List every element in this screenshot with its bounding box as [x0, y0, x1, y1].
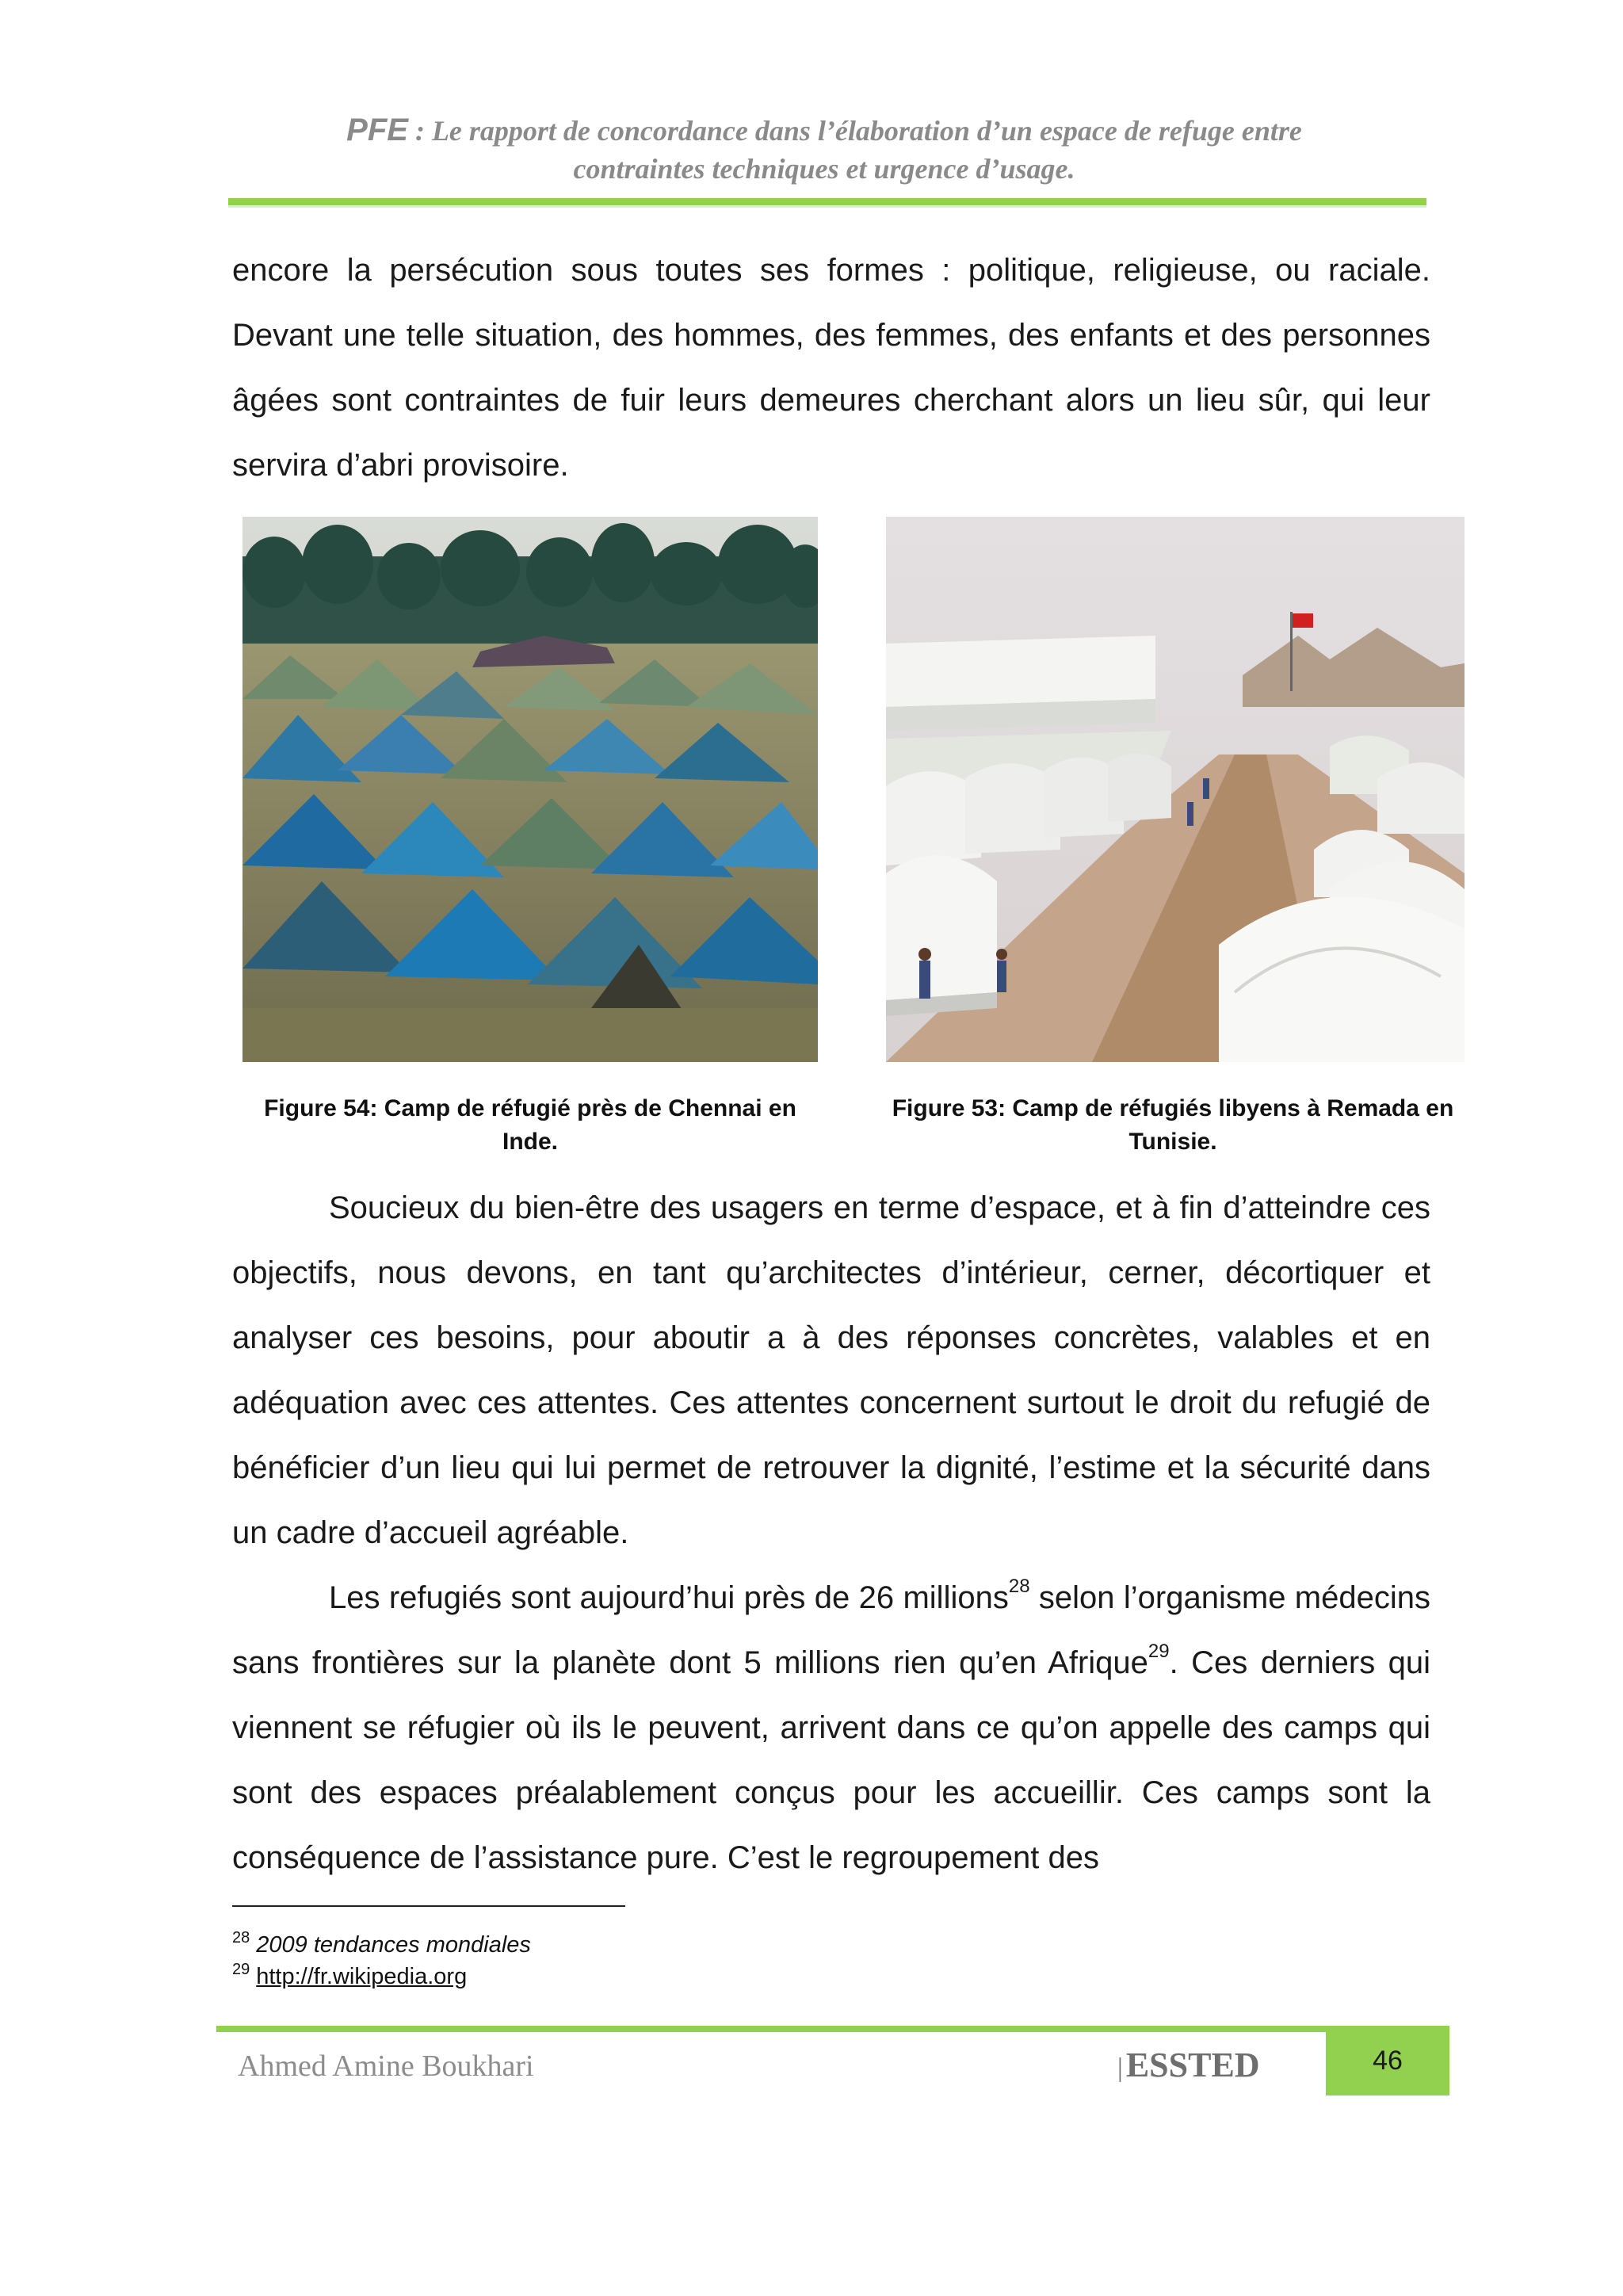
- footnote-29: [232, 1954, 467, 1992]
- paragraph-3-part-3: . Ces derniers qui viennent se réfugier où ils le peuvent, arrivent dans ce qu’on appelle des camps qui sont des espaces préalablement conçus pour les accueillir. Ces camps sont la conséquence de l’assistance pure. C’est le regroupement des: [232, 1645, 1430, 1875]
- footnote-29-number: 29: [232, 1961, 250, 1978]
- running-header: [230, 111, 1419, 188]
- footer-school-bar: |: [1117, 2053, 1123, 2083]
- paragraph-3-part-1: Les refugiés sont aujourd’hui près de 26 millions: [329, 1580, 1009, 1615]
- footnote-ref-29[interactable]: 29: [1148, 1641, 1170, 1662]
- photo-remada-camp-image: [886, 517, 1465, 1062]
- footnote-28-number: 28: [232, 1929, 250, 1946]
- header-title-line-1: : Le rapport de concordance dans l’élaboration d’un espace de refuge entre: [407, 115, 1302, 147]
- paragraph-3-part-2: selon l’organisme médecins sans frontières sur la planète dont 5 millions rien qu’en Afrique: [232, 1580, 1430, 1680]
- footnote-28-text: 2009 tendances mondiales: [256, 1932, 531, 1958]
- photo-chennai-camp-image: [242, 517, 818, 1062]
- paragraph-3: [232, 1565, 1430, 1890]
- footnote-ref-28[interactable]: 28: [1008, 1576, 1030, 1597]
- footnote-separator: [232, 1905, 625, 1907]
- footnote-29-link[interactable]: http://fr.wikipedia.org: [256, 1964, 468, 1989]
- photo-chennai-camp: [242, 517, 818, 1062]
- footer-author: Ahmed Amine Boukhari: [238, 2050, 534, 2083]
- footer-divider: [216, 2026, 1326, 2032]
- photo-remada-camp: [886, 517, 1465, 1062]
- paragraph-2-3-container: [232, 1175, 1430, 1890]
- figure-54-caption: Figure 54: Camp de réfugié près de Chennai en Inde.: [264, 1095, 796, 1155]
- header-title-line-2: contraintes techniques et urgence d’usage.: [573, 153, 1075, 185]
- figure-53-caption: Figure 53: Camp de réfugiés libyens à Remada en Tunisie.: [892, 1095, 1454, 1155]
- header-pfe: PFE: [346, 113, 408, 147]
- footer-school: [1117, 2045, 1260, 2085]
- header-divider: [228, 198, 1426, 208]
- paragraph-2: Soucieux du bien-être des usagers en terme d’espace, et à fin d’atteindre ces objectifs, nous devons, en tant qu’architectes d’intérieur, cerner, décortiquer et analyser ces besoins, pour aboutir a à des réponses concrètes, valables et en adéquation avec ces attentes. Ces attentes concernent surtout le droit du refugié de bénéficier d’un lieu qui lui permet de retrouver la dignité, l’estime et la sécurité dans un cadre d’accueil agréable.: [232, 1190, 1430, 1550]
- footer-school-name: ESSTED: [1125, 2046, 1260, 2084]
- header-line-1: [230, 111, 1419, 150]
- paragraph-1: encore la persécution sous toutes ses formes : politique, religieuse, ou raciale. Devant une telle situation, des hommes, des femmes, des enfants et des personnes âgées sont contraintes de fuir leurs demeures cherchant alors un lieu sûr, qui leur servira d’abri provisoire.: [232, 253, 1430, 483]
- page-number: 46: [1326, 2026, 1449, 2095]
- paragraph-1-container: [232, 238, 1430, 498]
